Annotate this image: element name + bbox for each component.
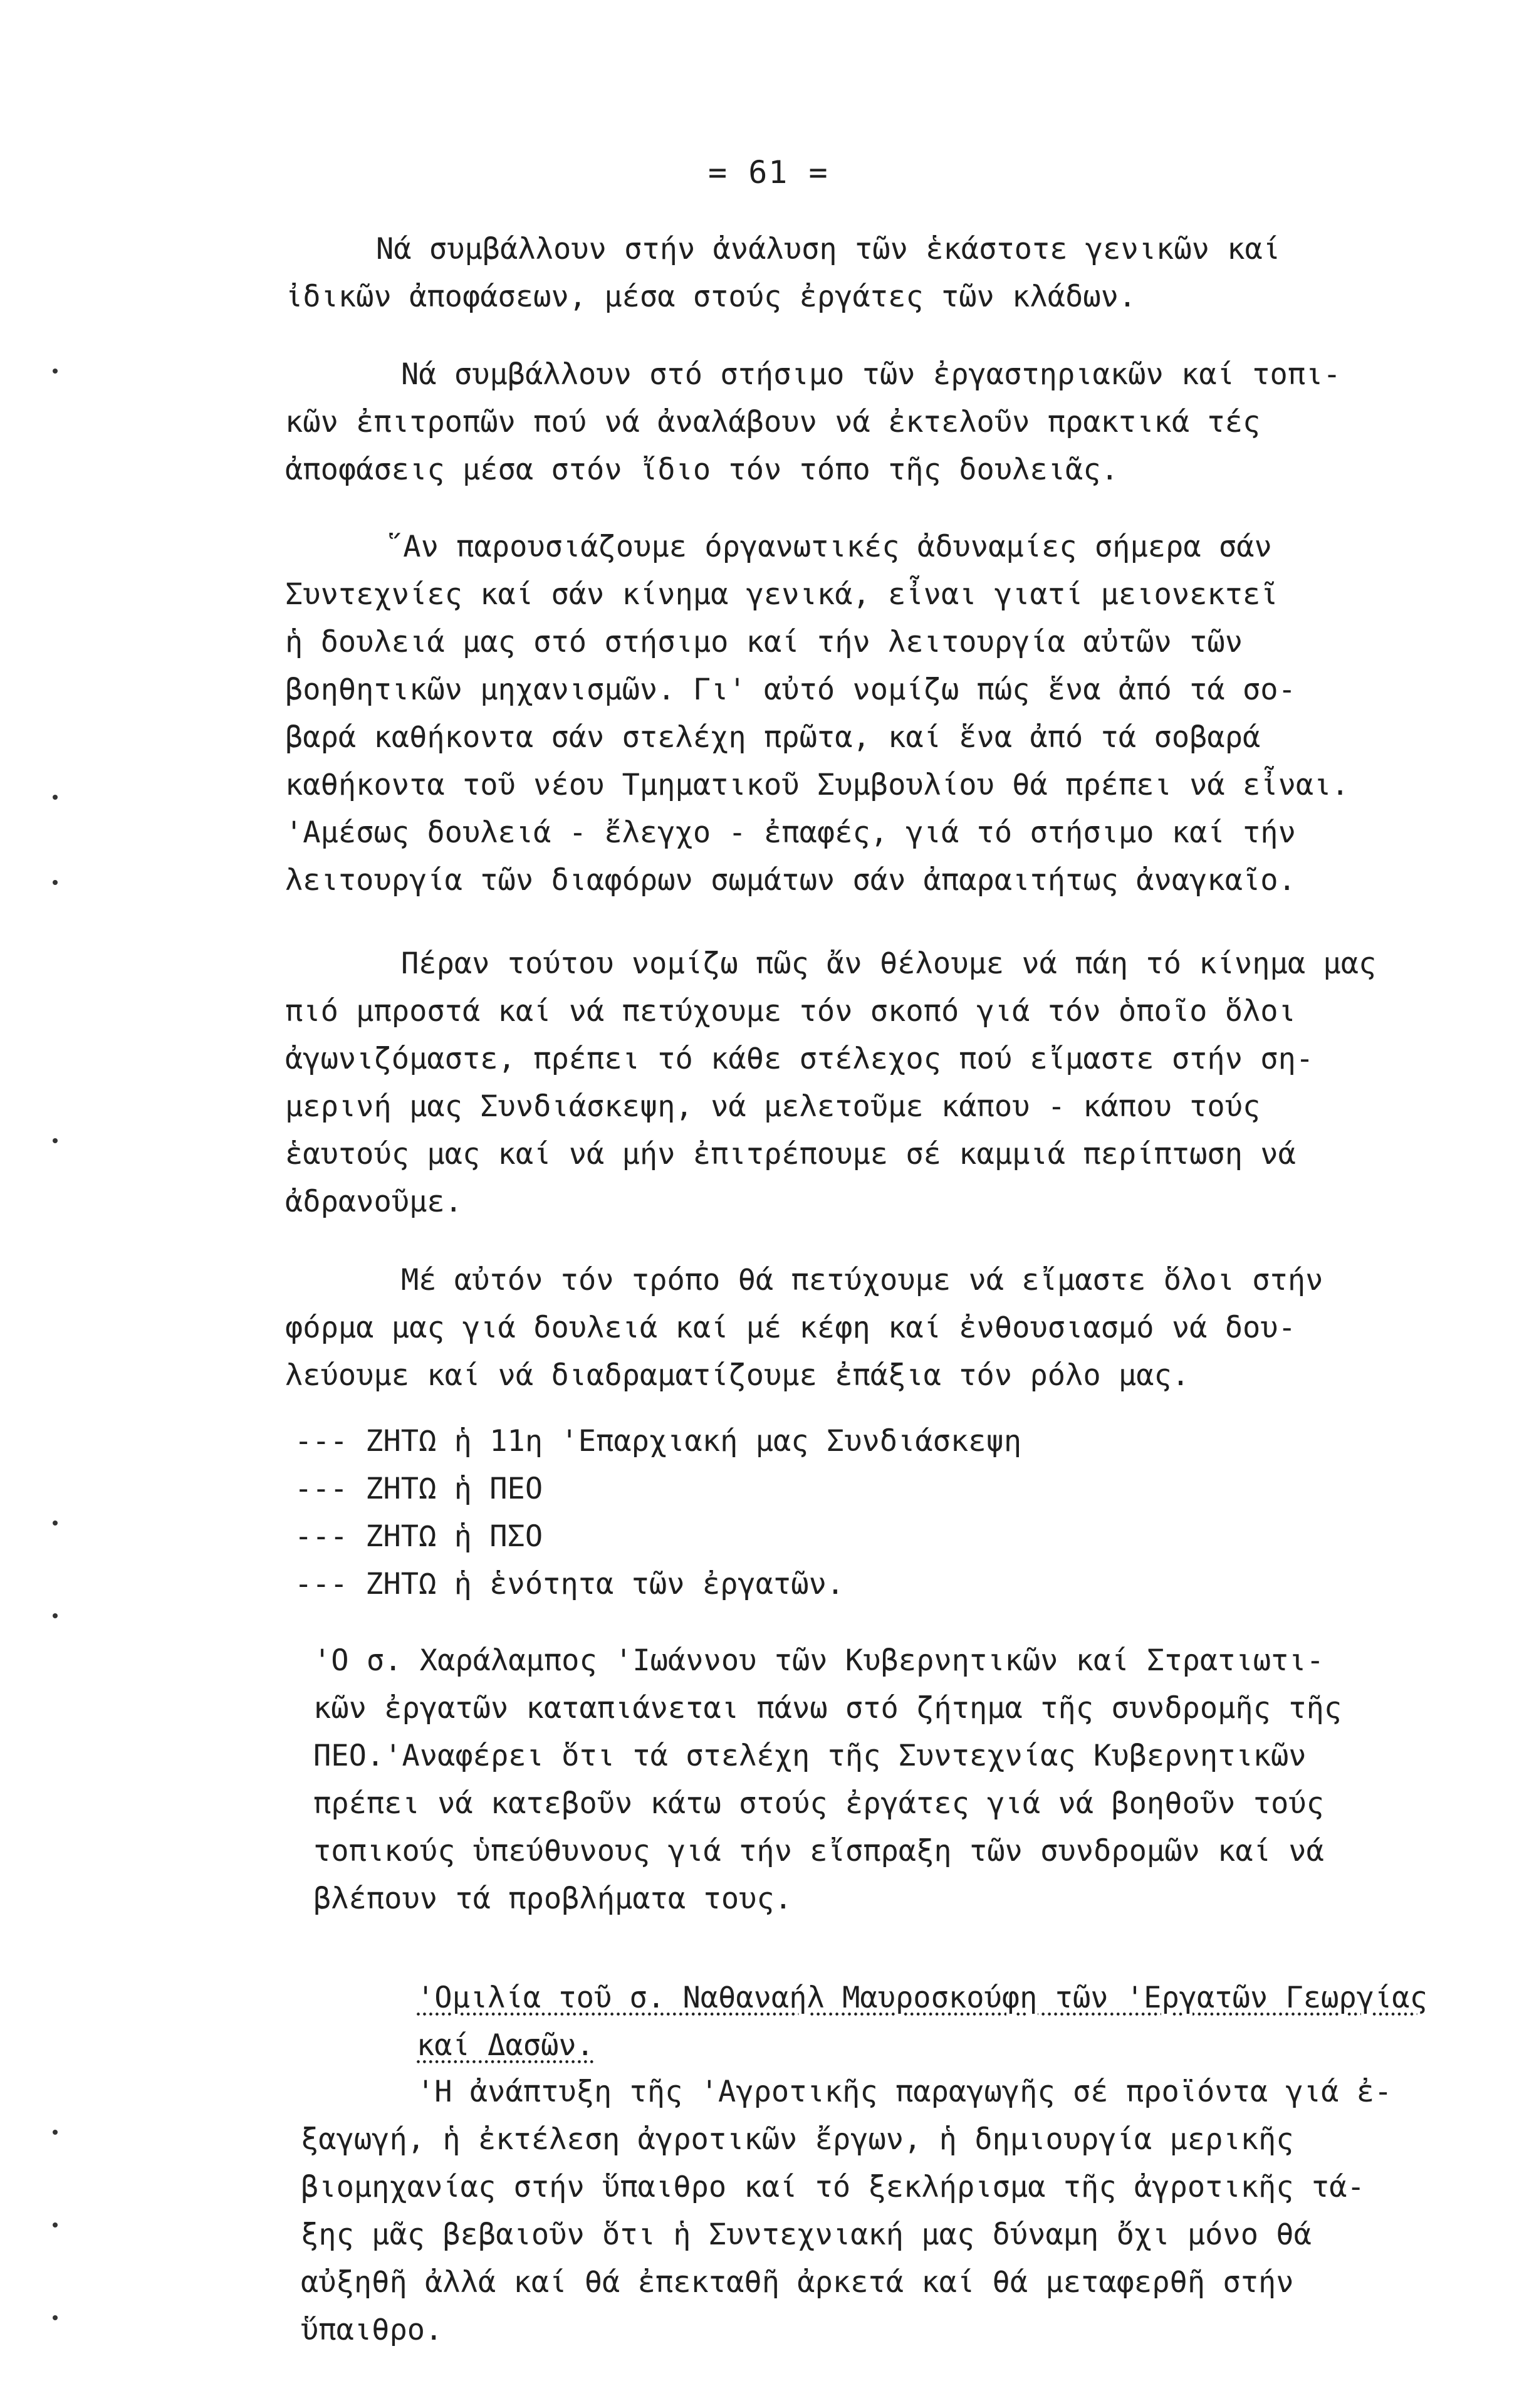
text-line: βαρά καθήκοντα σάν στελέχη πρῶτα, καί ἕνα ἀπό τά σοβαρά bbox=[285, 720, 1261, 755]
text-line: λειτουργία τῶν διαφόρων σωμάτων σάν ἀπαραιτήτως ἀναγκαῖο. bbox=[285, 863, 1296, 898]
scan-speck bbox=[53, 880, 58, 885]
text-line: τοπικούς ὑπεύθυνους γιά τήν εἴσπραξη τῶν συνδρομῶν καί νά bbox=[313, 1834, 1324, 1868]
scan-speck bbox=[53, 2315, 58, 2320]
text-line: ἑαυτούς μας καί νά μήν ἐπιτρέπουμε σέ καμμιά περίπτωση νά bbox=[285, 1137, 1296, 1171]
text-line: Συντεχνίες καί σάν κίνημα γενικά, εἶναι γιατί μειονεκτεῖ bbox=[285, 577, 1278, 612]
scan-speck bbox=[53, 1138, 58, 1143]
text-line: ἀδρανοῦμε. bbox=[285, 1185, 462, 1219]
text-line: πιό μπροστά καί νά πετύχουμε τόν σκοπό γιά τόν ὁποῖο ὅλοι bbox=[285, 994, 1296, 1029]
text-line: ἰδικῶν ἀποφάσεων, μέσα στούς ἐργάτες τῶν κλάδων. bbox=[285, 280, 1137, 314]
scan-speck bbox=[53, 1613, 58, 1618]
paragraph-1 bbox=[285, 226, 1426, 321]
scan-speck bbox=[53, 369, 58, 374]
text-line: ῞Αν παρουσιάζουμε όργανωτικές ἀδυναμίες σήμερα σάν bbox=[385, 530, 1272, 564]
text-line: κῶν ἐπιτροπῶν πού νά ἀναλάβουν νά ἐκτελοῦν πρακτικά τές bbox=[285, 405, 1261, 439]
text-line: ξης μᾶς βεβαιοῦν ὅτι ἡ Συντεχνιακή μας δύναμη ὄχι μόνο θά bbox=[301, 2217, 1312, 2252]
page-number: = 61 = bbox=[708, 154, 829, 191]
speech-heading bbox=[417, 1974, 1520, 2070]
heading-line: καί Δασῶν. bbox=[417, 2028, 594, 2063]
text-line: ἀποφάσεις μέσα στόν ἴδιο τόν τόπο τῆς δουλειᾶς. bbox=[285, 453, 1119, 487]
text-line: ἀγωνιζόμαστε, πρέπει τό κάθε στέλεχος πού εἴμαστε στήν ση- bbox=[285, 1042, 1314, 1076]
text-line: ὕπαιθρο. bbox=[301, 2313, 443, 2347]
scan-speck bbox=[53, 795, 58, 800]
text-line: 'Η ἀνάπτυξη τῆς 'Αγροτικῆς παραγωγῆς σέ προϊόντα γιά ἐ- bbox=[417, 2075, 1392, 2109]
heading-line: 'Ομιλία τοῦ σ. Ναθαναήλ Μαυροσκούφη τῶν 'Εργατῶν Γεωργίας bbox=[417, 1981, 1427, 2015]
slogan-item: --- ΖΗΤΩ ἡ 11η 'Επαρχιακή μας Συνδιάσκεψη bbox=[295, 1424, 1022, 1458]
text-line: ἡ δουλειά μας στό στήσιμο καί τήν λειτουργία αὐτῶν τῶν bbox=[285, 625, 1243, 659]
scan-speck bbox=[53, 2222, 58, 2227]
text-line: κῶν ἐργατῶν καταπιάνεται πάνω στό ζήτημα τῆς συνδρομῆς τῆς bbox=[313, 1691, 1342, 1725]
speech-paragraph bbox=[301, 2068, 1479, 2354]
slogan-item: --- ΖΗΤΩ ἡ ἑνότητα τῶν ἐργατῶν. bbox=[295, 1567, 845, 1601]
text-line: καθήκοντα τοῦ νέου Τμηματικοῦ Συμβουλίου θά πρέπει νά εἶναι. bbox=[285, 768, 1349, 802]
text-line: ΠΕΟ.'Αναφέρει ὅτι τά στελέχη τῆς Συντεχνίας Κυβερνητικῶν bbox=[313, 1739, 1307, 1773]
text-line: πρέπει νά κατεβοῦν κάτω στούς ἐργάτες γιά νά βοηθοῦν τούς bbox=[313, 1786, 1324, 1821]
text-line: 'Αμέσως δουλειά - ἔλεγχο - ἐπαφές, γιά τό στήσιμο καί τήν bbox=[285, 815, 1296, 850]
text-line: Μέ αὐτόν τόν τρόπο θά πετύχουμε νά εἴμαστε ὅλοι στήν bbox=[401, 1263, 1323, 1297]
text-line: Πέραν τούτου νομίζω πῶς ἄν θέλουμε νά πάη τό κίνημα μας bbox=[401, 946, 1377, 981]
paragraph-3 bbox=[285, 523, 1426, 904]
slogan-item: --- ΖΗΤΩ ἡ ΠΕΟ bbox=[295, 1472, 543, 1506]
text-line: αὐξηθῆ ἀλλά καί θά ἐπεκταθῆ ἀρκετά καί θά μεταφερθῆ στήν bbox=[301, 2265, 1294, 2300]
text-line: βλέπουν τά προβλήματα τους. bbox=[313, 1882, 793, 1916]
paragraph-5 bbox=[285, 1257, 1426, 1400]
paragraph-4 bbox=[285, 940, 1426, 1226]
text-line: μερινή μας Συνδιάσκεψη, νά μελετοῦμε κάπου - κάπου τούς bbox=[285, 1089, 1261, 1124]
scan-speck bbox=[53, 2130, 58, 2135]
slogans-list bbox=[295, 1418, 1021, 1608]
text-line: 'Ο σ. Χαράλαμπος 'Ιωάννου τῶν Κυβερνητικῶν καί Στρατιωτι- bbox=[313, 1643, 1324, 1678]
text-line: φόρμα μας γιά δουλειά καί μέ κέφη καί ἐνθουσιασμό νά δου- bbox=[285, 1311, 1296, 1345]
text-line: Νά συμβάλλουν στό στήσιμο τῶν ἐργαστηριακῶν καί τοπι- bbox=[401, 357, 1341, 392]
paragraph-2 bbox=[285, 351, 1426, 494]
text-line: βοηθητικῶν μηχανισμῶν. Γι' αὐτό νομίζω πώς ἕνα ἀπό τά σο- bbox=[285, 673, 1296, 707]
scan-speck bbox=[53, 1521, 58, 1526]
text-line: λεύουμε καί νά διαδραματίζουμε ἐπάξια τόν ρόλο μας. bbox=[285, 1358, 1190, 1393]
text-line: Νά συμβάλλουν στήν ἀνάλυση τῶν ἑκάστοτε γενικῶν καί bbox=[376, 232, 1281, 266]
text-line: βιομηχανίας στήν ὕπαιθρο καί τό ξεκλήρισμα τῆς ἀγροτικῆς τά- bbox=[301, 2170, 1365, 2204]
text-line: ξαγωγή, ἡ ἐκτέλεση ἀγροτικῶν ἔργων, ἡ δημιουργία μερικῆς bbox=[301, 2122, 1294, 2157]
report-paragraph bbox=[313, 1637, 1441, 1923]
slogan-item: --- ΖΗΤΩ ἡ ΠΣΟ bbox=[295, 1519, 543, 1554]
